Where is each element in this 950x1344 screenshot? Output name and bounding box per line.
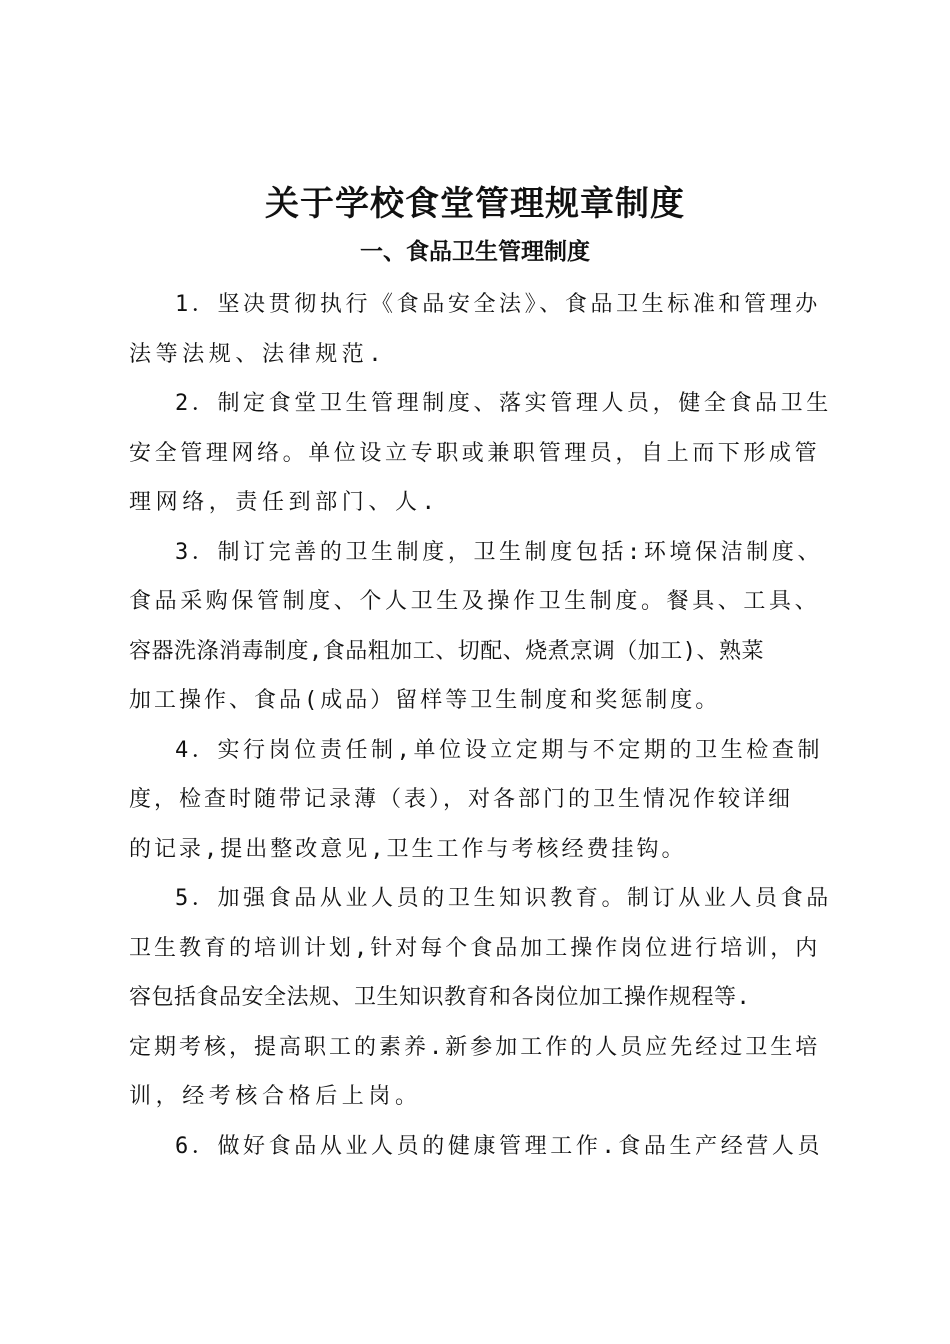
paragraph-line: 理网络，责任到部门、人. [129, 490, 440, 515]
paragraph-line: 加工操作、食品(成品）留样等卫生制度和奖惩制度。 [129, 688, 721, 713]
paragraph-line: 安全管理网络。单位设立专职或兼职管理员，自上而下形成管 [129, 440, 821, 466]
paragraph-5 [129, 874, 833, 1122]
paragraph-4 [129, 726, 833, 875]
paragraph-2 [129, 379, 833, 528]
document-title: 关于学校食堂管理规章制度 [265, 184, 685, 224]
paragraph-line: 度，检查时随带记录薄（表），对各部门的卫生情况作较详细 [129, 787, 794, 812]
paragraph-line: 6．做好食品从业人员的健康管理工作.食品生产经营人员 [175, 1133, 824, 1159]
paragraph-line: 训，经考核合格后上岗。 [129, 1084, 422, 1109]
paragraph-line: 2．制定食堂卫生管理制度、落实管理人员，健全食品卫生 [175, 391, 832, 416]
paragraph-line: 法等法规、法律规范. [129, 341, 387, 367]
paragraph-line: 4．实行岗位责任制,单位设立定期与不定期的卫生检查制 [175, 737, 824, 763]
paragraph-line: 的记录,提出整改意见,卫生工作与考核经费挂钩。 [129, 836, 687, 862]
paragraph-line: 5．加强食品从业人员的卫生知识教育。制订从业人员食品 [175, 886, 832, 911]
paragraph-6 [129, 1122, 833, 1172]
paragraph-line: 容包括食品安全法规、卫生知识教育和各岗位加工操作规程等. [129, 985, 751, 1010]
paragraph-line: 定期考核，提高职工的素养.新参加工作的人员应先经过卫生培 [129, 1034, 821, 1060]
paragraph-line: 1．坚决贯彻执行《食品安全法》、食品卫生标准和管理办 [175, 292, 821, 317]
document-body [129, 280, 833, 1171]
section-heading: 一、食品卫生管理制度 [360, 239, 590, 265]
paragraph-1 [129, 280, 833, 379]
paragraph-3 [129, 528, 833, 726]
paragraph-line: 食品采购保管制度、个人卫生及操作卫生制度。餐具、工具、 [129, 589, 821, 614]
paragraph-line: 3．制订完善的卫生制度，卫生制度包括:环境保洁制度、 [175, 539, 824, 565]
paragraph-line: 卫生教育的培训计划,针对每个食品加工操作岗位进行培训，内 [129, 935, 821, 961]
paragraph-line: 容器洗涤消毒制度,食品粗加工、切配、烧煮烹调（加工)、熟菜 [129, 638, 764, 664]
